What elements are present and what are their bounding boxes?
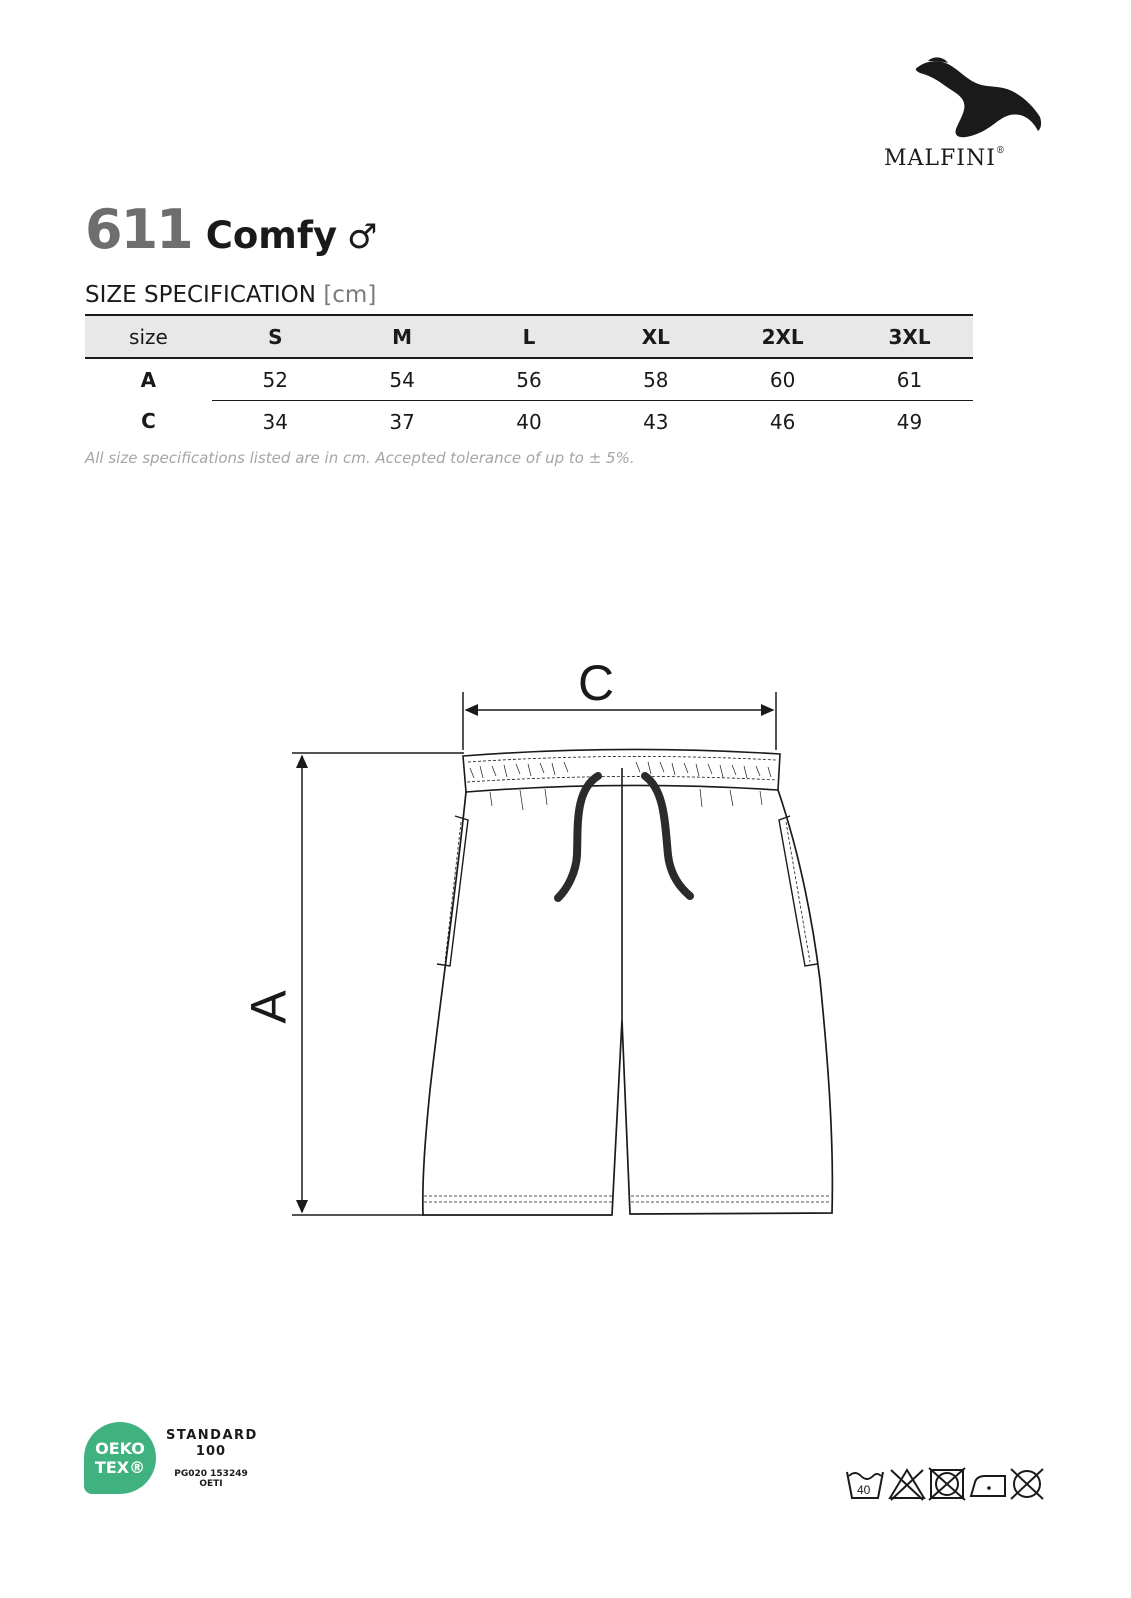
header-size-label: size (129, 324, 168, 349)
drawstring-left (558, 776, 598, 898)
spec-heading: SIZE SPECIFICATION [cm] (85, 282, 377, 308)
table-cell: 56 (466, 358, 593, 401)
no-tumble-dry-icon (927, 1466, 967, 1502)
no-dry-clean-icon (1007, 1466, 1047, 1502)
table-row (85, 401, 973, 443)
header-size: L (522, 324, 536, 349)
table-cell: 52 (212, 358, 339, 401)
certificate-number: PG020 153249 (174, 1469, 248, 1479)
shorts-diagram (0, 640, 1131, 1240)
table-cell: 49 (896, 409, 923, 434)
size-table (85, 314, 973, 442)
table-cell: 60 (719, 358, 846, 401)
product-code: 611 (85, 198, 192, 261)
male-icon: ♂ (347, 217, 378, 257)
row-label: A (140, 367, 157, 392)
care-symbols (845, 1466, 1045, 1506)
table-cell: 54 (339, 358, 466, 401)
spec-unit: [cm] (323, 282, 377, 308)
table-cell: 34 (262, 409, 288, 434)
oeko-tex-badge-icon: OEKO TEX® (84, 1422, 156, 1494)
table-cell: 58 (592, 358, 719, 401)
product-name: Comfy (205, 214, 338, 257)
standard-label: STANDARD (166, 1428, 258, 1443)
brand-name: MALFINI® (884, 146, 1006, 171)
header-size: XL (641, 324, 670, 349)
no-bleach-icon (887, 1466, 927, 1502)
table-cell: 61 (846, 358, 973, 401)
table-row (85, 358, 973, 401)
brand-logo (880, 55, 1050, 175)
table-header-row (85, 315, 973, 358)
width-label: C (578, 655, 615, 711)
header-size: M (392, 324, 413, 349)
oeko-tex-text (166, 1428, 256, 1489)
wash-temperature: 40 (857, 1483, 871, 1497)
oeko-tex-certification (84, 1422, 284, 1502)
length-label: A (240, 990, 297, 1024)
row-label: C (141, 409, 156, 434)
header-size: S (268, 324, 283, 349)
table-cell: 46 (769, 409, 796, 434)
table-cell: 40 (516, 409, 542, 434)
shorts-illustration (0, 640, 1131, 1240)
header-size: 3XL (888, 324, 931, 349)
drawstring-right (645, 776, 690, 896)
standard-number: 100 (195, 1444, 227, 1459)
certifying-institute: OETI (199, 1479, 223, 1489)
table-cell: 43 (643, 409, 669, 434)
table-cell: 37 (389, 409, 415, 434)
page-title (85, 198, 378, 261)
eagle-icon (908, 55, 1048, 140)
header-size: 2XL (761, 324, 804, 349)
tolerance-note: All size specifications listed are in cm. Accepted tolerance of up to ± 5%. (85, 449, 635, 467)
iron-low-icon (967, 1466, 1011, 1502)
